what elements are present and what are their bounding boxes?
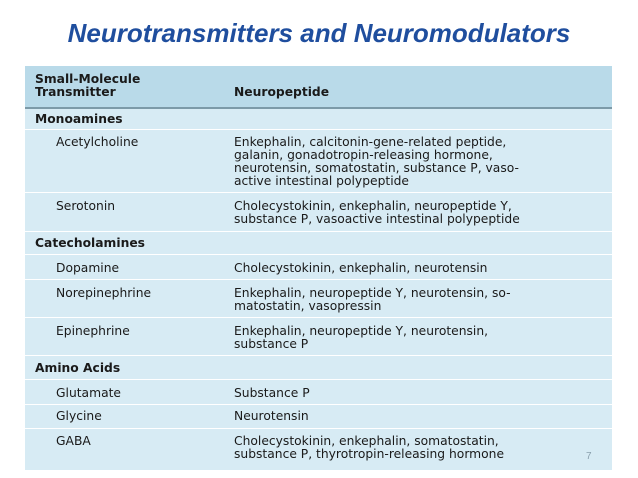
neuropeptide-gaba-1: Cholecystokinin, enkephalin, somatostatin, [234,434,499,448]
slide-title: Neurotransmitters and Neuromodulators [67,18,571,48]
row-divider [25,129,612,130]
transmitter-dopamine: Dopamine [56,261,120,275]
page-number: 7 [586,451,592,462]
neuropeptide-glutamate-1: Substance P [234,386,310,400]
row-divider [25,379,612,380]
row-divider [25,355,612,356]
neuropeptide-norepinephrine-2: matostatin, vasopressin [234,299,382,313]
row-divider [25,192,612,193]
neuropeptide-dopamine-1: Cholecystokinin, enkephalin, neurotensin [234,261,488,275]
transmitter-serotonin: Serotonin [56,199,116,213]
neurotransmitter-table [25,66,612,470]
neuropeptide-epinephrine-2: substance P [234,337,309,351]
neuropeptide-serotonin-1: Cholecystokinin, enkephalin, neuropeptide Y, [234,199,512,213]
row-divider [25,317,612,318]
transmitter-gaba: GABA [56,434,91,448]
row-divider [25,279,612,280]
neuropeptide-gaba-2: substance P, thyrotropin-releasing hormone [234,447,505,461]
section-catecholamines: Catecholamines [35,236,145,250]
table-header [25,66,612,109]
header-col1-line1: Small-Molecule [35,72,141,86]
neuropeptide-epinephrine-1: Enkephalin, neuropeptide Y, neurotensin, [234,324,489,338]
neuropeptide-acetylcholine-3: neurotensin, somatostatin, substance P, vaso- [234,161,519,175]
row-divider [25,428,612,429]
neuropeptide-serotonin-2: substance P, vasoactive intestinal polypeptide [234,212,520,226]
neuropeptide-acetylcholine-2: galanin, gonadotropin-releasing hormone, [234,148,493,162]
section-amino-acids: Amino Acids [35,361,121,375]
transmitter-glutamate: Glutamate [56,386,121,400]
neuropeptide-norepinephrine-1: Enkephalin, neuropeptide Y, neurotensin, so- [234,286,511,300]
row-divider [25,231,612,232]
header-col1-line2: Transmitter [35,85,116,99]
transmitter-epinephrine: Epinephrine [56,324,130,338]
neuropeptide-glycine-1: Neurotensin [234,409,309,423]
neuropeptide-acetylcholine-4: active intestinal polypeptide [234,174,409,188]
row-divider [25,404,612,405]
neuropeptide-acetylcholine-1: Enkephalin, calcitonin-gene-related peptide, [234,135,507,149]
row-divider [25,254,612,255]
transmitter-glycine: Glycine [56,409,102,423]
section-monoamines: Monoamines [35,112,123,126]
transmitter-norepinephrine: Norepinephrine [56,286,152,300]
transmitter-acetylcholine: Acetylcholine [56,135,139,149]
header-col2: Neuropeptide [234,85,330,99]
